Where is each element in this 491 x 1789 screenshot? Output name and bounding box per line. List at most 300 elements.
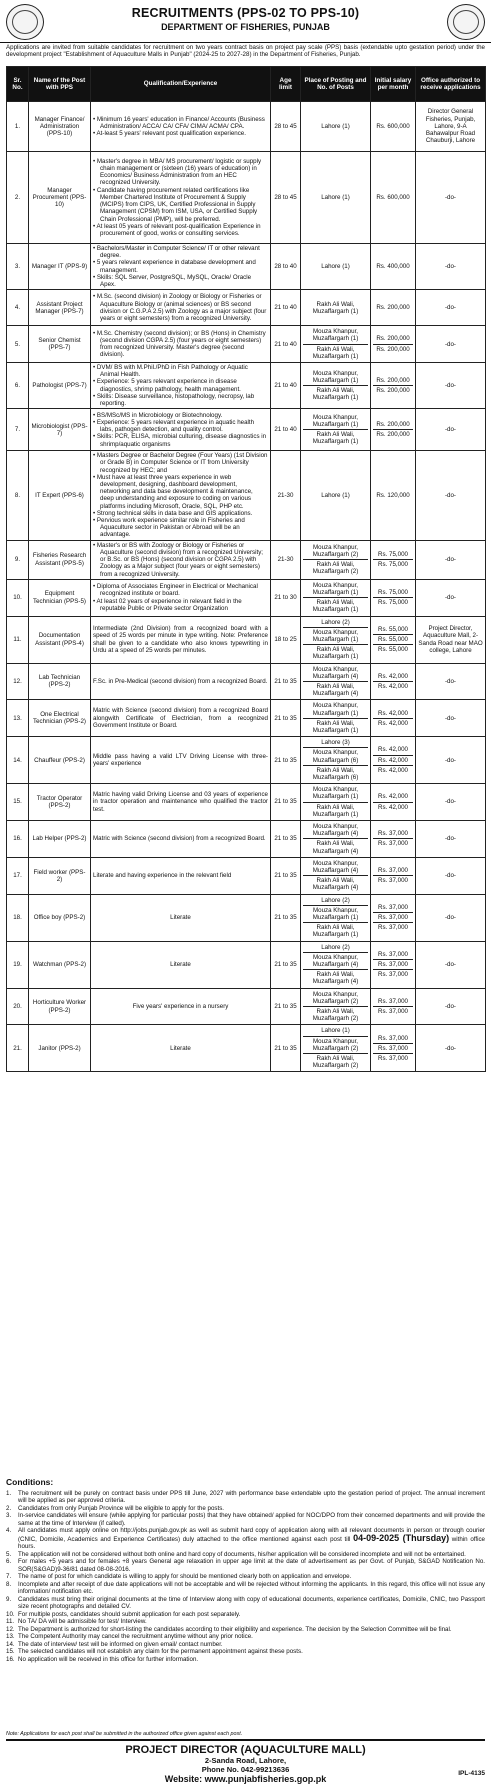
row-office: -do-: [416, 540, 486, 579]
salary-value: Rs. 55,000: [378, 646, 408, 654]
condition-text: The date of interview/ test will be informed on given email/ contact number.: [18, 1640, 223, 1648]
row-posting-place: [301, 700, 371, 737]
condition-text: No application will be received in this office for further information.: [18, 1655, 199, 1663]
row-age-limit: 21 to 35: [271, 988, 301, 1025]
table-row: [7, 616, 486, 663]
condition-item: [6, 1626, 485, 1634]
qualification-item: • Strong technical skills in data base and GIS applications.: [93, 510, 268, 517]
condition-text: For males +5 years and for females +8 years General age relaxation in upper age limit at the date of advertisement as per Govt. of Punjab, S&GAD Notification No. SOR(S&GAD)9-36/81 dated 08-08-2016.: [18, 1558, 485, 1573]
salary-value: Rs. 75,000: [378, 561, 408, 569]
posting-location: Rakh Ali Wali, Muzaffargarh (1): [312, 345, 359, 360]
posting-location: Mouza Khanpur, Muzaffargarh (4): [303, 822, 368, 839]
col-header-location: Place of Posting and No. of Posts: [301, 67, 371, 102]
salary-value: Rs. 37,000: [373, 997, 413, 1007]
condition-text: The Competent Authority may cancel the recruitment anytime without any prior notice.: [18, 1633, 253, 1640]
condition-text: All candidates must apply online on http://jobs.punjab.gov.pk as well as submit hard copy of application along with all relevant documents in person or through courier (CNIC, Domicile, Academics and Experience Certificates) duly attached to the office mentioned against each post till 04-09-2025 (Thursday) within office hours.: [18, 1527, 485, 1550]
qualification-item: • Pervious work experience similar role in Fisheries and Aquaculture sector in Pakistan or Abroad will be an advantage.: [93, 517, 268, 539]
posting-location: Lahore (1): [321, 491, 350, 499]
row-post-name: IT Expert (PPS-6): [29, 451, 91, 540]
salary-value: Rs. 37,000: [378, 971, 408, 979]
punjab-govt-logo-icon: [6, 4, 44, 40]
posting-location: Rakh Ali Wali, Muzaffargarh (1): [312, 599, 359, 614]
posting-location: Mouza Khanpur, Muzaffargarh (4): [303, 665, 368, 682]
posting-location: Mouza Khanpur, Muzaffargarh (1): [303, 413, 368, 430]
posting-location: Rakh Ali Wali, Muzaffargarh (1): [312, 300, 359, 315]
row-age-limit: 21 to 30: [271, 579, 301, 616]
condition-number: 1.: [6, 1489, 12, 1497]
row-office: -do-: [416, 409, 486, 451]
row-salary: [371, 290, 416, 326]
posting-location: Mouza Khanpur, Muzaffargarh (1): [303, 327, 368, 344]
row-qualification: [91, 409, 271, 451]
footer-website: Website: www.punjabfisheries.gop.pk: [164, 1774, 327, 1784]
row-qualification: [91, 700, 271, 737]
qualification-item: • Must have at least three years experience in web development, designing, dashboard development, networking and data base development & maintenance, deep understanding and exposure to coding on various platforms including Microsoft, Oracle, SQL, PHP etc.: [93, 474, 268, 510]
posting-location: Rakh Ali Wali, Muzaffargarh (1): [312, 924, 359, 939]
row-age-limit: 21 to 35: [271, 894, 301, 941]
footer-authority: PROJECT DIRECTOR (AQUACULTURE MALL): [125, 1744, 366, 1756]
row-sr-no: 17.: [7, 857, 29, 894]
salary-value: Rs. 600,000: [376, 122, 410, 130]
row-post-name: Janitor (PPS-2): [29, 1025, 91, 1072]
condition-number: 6.: [6, 1558, 12, 1565]
row-qualification: [91, 663, 271, 700]
row-salary: [371, 700, 416, 737]
salary-value: Rs. 37,000: [378, 840, 408, 848]
salary-value: Rs. 37,000: [373, 866, 413, 876]
row-age-limit: 21 to 40: [271, 290, 301, 326]
condition-text: In-service candidates will ensure (while applying for particular posts) that they have obtained/ applied for NOC/DPO from their concerned departments and will provide the same at the time of Interview (if called).: [18, 1512, 485, 1527]
row-sr-no: 13.: [7, 700, 29, 737]
table-row: [7, 290, 486, 326]
condition-item: [6, 1656, 485, 1664]
salary-value: Rs. 42,000: [378, 682, 408, 690]
posting-location: Mouza Khanpur, Muzaffargarh (1): [303, 369, 368, 386]
salary-value: Rs. 55,000: [373, 635, 413, 645]
row-age-limit: 21 to 40: [271, 363, 301, 409]
salary-value: Rs. 75,000: [373, 550, 413, 560]
row-office: -do-: [416, 1025, 486, 1072]
fisheries-dept-logo-icon: [447, 4, 485, 40]
condition-item: [6, 1573, 485, 1581]
posting-location: Rakh Ali Wali, Muzaffargarh (4): [312, 971, 359, 986]
salary-value: Rs. 37,000: [373, 903, 413, 913]
row-sr-no: 21.: [7, 1025, 29, 1072]
row-post-name: Watchman (PPS-2): [29, 941, 91, 988]
table-row: [7, 244, 486, 290]
condition-number: 13.: [6, 1633, 15, 1640]
row-post-name: Manager IT (PPS-9): [29, 244, 91, 290]
row-age-limit: 21 to 40: [271, 326, 301, 363]
condition-text: No TA/ DA will be admissible for test/ Interview.: [18, 1618, 147, 1625]
posting-location: Rakh Ali Wali, Muzaffargarh (4): [312, 877, 359, 892]
qualification-item: • Master's or BS with Zoology or Biology or Fisheries or Aquaculture (second division) from a recognized University; or B.Sc. or BS (Hons) (second division or CGPA 2.5) with Zoology as a Major subject (four years or eight semesters) from a recognized University.: [93, 542, 268, 578]
row-qualification: [91, 988, 271, 1025]
condition-number: 3.: [6, 1512, 12, 1519]
posting-location: Rakh Ali Wali, Muzaffargarh (1): [312, 431, 359, 446]
salary-value: Rs. 42,000: [373, 672, 413, 682]
row-posting-place: [301, 409, 371, 451]
row-posting-place: [301, 290, 371, 326]
deadline-suffix: within office hours.: [18, 1535, 485, 1550]
row-office: Project Director, Aquaculture Mall, 2-Sanda Road near MAO college, Lahore: [416, 616, 486, 663]
salary-value: Rs. 42,000: [373, 745, 413, 755]
posting-location: Rakh Ali Wali, Muzaffargarh (2): [312, 561, 359, 576]
row-salary: [371, 784, 416, 821]
row-age-limit: 21 to 35: [271, 700, 301, 737]
condition-item: [6, 1633, 485, 1641]
qualification-item: • Experience: 5 years relevant experience in aquatic health labs, pathogen detection, and quality control.: [93, 419, 268, 433]
row-qualification: [91, 820, 271, 857]
posting-location: Rakh Ali Wali, Muzaffargarh (1): [312, 719, 359, 734]
row-posting-place: [301, 102, 371, 152]
posting-location: Lahore (3): [303, 738, 368, 748]
row-qualification: [91, 152, 271, 244]
condition-text: Incomplete and after receipt of due date applications will not be acceptable and will be rejected without informing the applicants. In this regard, this office will not issue any information/ notification etc.: [18, 1580, 485, 1595]
conditions-title: Conditions:: [6, 1477, 54, 1487]
row-qualification: [91, 290, 271, 326]
row-salary: [371, 451, 416, 540]
row-post-name: Pathologist (PPS-7): [29, 363, 91, 409]
condition-number: 16.: [6, 1655, 15, 1663]
posting-location: Lahore (1): [321, 263, 350, 270]
row-age-limit: 21 to 35: [271, 820, 301, 857]
condition-text: The application will not be considered without both online and hard copy of documents, his/her application will be considered incomplete and will not be entertained.: [18, 1550, 466, 1558]
posting-location: Mouza Khanpur, Muzaffargarh (1): [303, 785, 368, 802]
row-salary: [371, 857, 416, 894]
row-posting-place: [301, 1025, 371, 1072]
salary-value: Rs. 42,000: [378, 766, 408, 774]
row-office: -do-: [416, 152, 486, 244]
row-posting-place: [301, 579, 371, 616]
row-qualification: [91, 1025, 271, 1072]
condition-item: [6, 1648, 485, 1656]
qualification-item: • BS/MSc/MS in Microbiology or Biotechnology.: [93, 412, 268, 419]
table-row: [7, 663, 486, 700]
row-age-limit: 21 to 35: [271, 737, 301, 784]
condition-item: [6, 1611, 485, 1619]
applications-note: Note: Applications for each post shall be submitted in the authorized office given against each post.: [6, 1731, 243, 1737]
row-office: -do-: [416, 326, 486, 363]
table-row: [7, 1025, 486, 1072]
row-posting-place: [301, 152, 371, 244]
qualification-item: Literate and having experience in the relevant field: [93, 872, 232, 880]
row-salary: [371, 326, 416, 363]
row-qualification: [91, 941, 271, 988]
condition-item: [6, 1527, 485, 1551]
table-row: [7, 326, 486, 363]
qualification-item: • Bachelors/Master in Computer Science/ IT or other relevant degree.: [93, 245, 268, 259]
posting-location: Mouza Khanpur, Muzaffargarh (1): [303, 628, 368, 645]
row-salary: [371, 363, 416, 409]
condition-number: 14.: [6, 1640, 15, 1648]
row-office: -do-: [416, 451, 486, 540]
row-post-name: Assistant Project Manager (PPS-7): [29, 290, 91, 326]
posting-location: Mouza Khanpur, Muzaffargarh (2): [303, 990, 368, 1007]
row-salary: [371, 820, 416, 857]
row-office: -do-: [416, 894, 486, 941]
footer-address: 2-Sanda Road, Lahore,: [204, 1756, 287, 1765]
table-row: [7, 988, 486, 1025]
row-sr-no: 6.: [7, 363, 29, 409]
salary-value: Rs. 200,000: [373, 376, 413, 386]
row-age-limit: 21-30: [271, 540, 301, 579]
row-post-name: Lab Technician (PPS-2): [29, 663, 91, 700]
row-office: -do-: [416, 737, 486, 784]
row-salary: [371, 102, 416, 152]
row-age-limit: 18 to 25: [271, 616, 301, 663]
row-salary: [371, 894, 416, 941]
row-sr-no: 5.: [7, 326, 29, 363]
row-office: -do-: [416, 941, 486, 988]
row-post-name: Field worker (PPS-2): [29, 857, 91, 894]
posting-location: Rakh Ali Wali, Muzaffargarh (2): [312, 1008, 359, 1023]
posting-location: Lahore (2): [303, 618, 368, 628]
row-post-name: Manager Finance/ Administration (PPS-10): [29, 102, 91, 152]
row-sr-no: 8.: [7, 451, 29, 540]
salary-value: Rs. 75,000: [373, 588, 413, 598]
row-salary: [371, 988, 416, 1025]
salary-value: Rs. 37,000: [373, 950, 413, 960]
condition-text: The name of post for which candidate is willing to apply for should be mentioned clearly both on application and envelope.: [18, 1573, 352, 1580]
condition-number: 15.: [6, 1648, 15, 1655]
row-posting-place: [301, 857, 371, 894]
row-age-limit: 28 to 45: [271, 102, 301, 152]
qualification-item: Literate: [170, 914, 191, 922]
qualification-item: Intermediate (2nd Division) from a recognized board with a speed of 25 words per minute in type writing. Note: Preference shall be given to a candidate who also knows typewriting in Urdu at a speed of 25 words per minutes.: [93, 625, 268, 654]
condition-number: 8.: [6, 1580, 12, 1588]
salary-value: Rs. 120,000: [376, 491, 410, 499]
condition-text: Candidates from only Punjab Province will be eligible to apply for the posts.: [18, 1504, 225, 1512]
qualification-item: • Skills: Disease surveillance, histopathology, necropsy, lab reporting.: [93, 393, 268, 407]
condition-number: 2.: [6, 1504, 12, 1512]
posting-location: Lahore (2): [303, 943, 368, 953]
row-qualification: [91, 737, 271, 784]
row-posting-place: [301, 663, 371, 700]
row-sr-no: 19.: [7, 941, 29, 988]
posting-location: Rakh Ali Wali, Muzaffargarh (1): [312, 387, 359, 402]
row-office: -do-: [416, 820, 486, 857]
row-qualification: [91, 451, 271, 540]
qualification-item: • M.Sc. Chemistry (second division); or BS (Hons) in Chemistry (second division CGPA 2.5) (four years or eight semesters) from recognized University. Master's degree (second division).: [93, 330, 268, 359]
posting-location: Lahore (1): [321, 122, 350, 130]
table-row: [7, 451, 486, 540]
row-salary: [371, 540, 416, 579]
row-age-limit: 21 to 35: [271, 941, 301, 988]
row-qualification: [91, 894, 271, 941]
row-sr-no: 4.: [7, 290, 29, 326]
condition-item: [6, 1512, 485, 1527]
row-posting-place: [301, 820, 371, 857]
row-qualification: [91, 244, 271, 290]
row-posting-place: [301, 941, 371, 988]
table-row: [7, 579, 486, 616]
qualification-item: • Minimum 16 years' education in Finance/ Accounts (Business Administration/ ACCA/ CA/ CFA/ CIMA/ ACMA/ CPA.: [93, 116, 268, 130]
condition-number: 9.: [6, 1595, 12, 1603]
row-salary: [371, 244, 416, 290]
row-sr-no: 10.: [7, 579, 29, 616]
qualification-item: • Candidate having procurement related certifications like Member Chartered Institute of Procurement & Supply (MCIPS) from CIPS, UK, Certified Professional in Supply Management (CPSM) from ISM, USA, or Certified Supply Chain Professional (PMP), will be preferred.: [93, 187, 268, 223]
qualification-item: Matric with Science (second division) from a recognized Board alongwith Certificate of Electrician, from a recognized Government Institute or Board.: [93, 707, 268, 729]
salary-value: Rs. 200,000: [376, 431, 410, 439]
col-header-age: Age limit: [271, 67, 301, 102]
row-qualification: [91, 784, 271, 821]
salary-value: Rs. 55,000: [373, 625, 413, 635]
row-sr-no: 14.: [7, 737, 29, 784]
row-post-name: Lab Helper (PPS-2): [29, 820, 91, 857]
row-office: Director General Fisheries, Punjab, Lahore, 9-A Bahawalpur Road Chauburji, Lahore: [416, 102, 486, 152]
posting-location: Rakh Ali Wali, Muzaffargarh (4): [312, 682, 359, 698]
conditions-section: [6, 1479, 485, 1663]
condition-number: 12.: [6, 1625, 15, 1633]
row-post-name: Office boy (PPS-2): [29, 894, 91, 941]
row-post-name: Manager Procurement (PPS-10): [29, 152, 91, 244]
row-post-name: Equipment Technician (PPS-5): [29, 579, 91, 616]
row-office: -do-: [416, 784, 486, 821]
salary-value: Rs. 200,000: [373, 420, 413, 430]
condition-item: [6, 1505, 485, 1513]
qualification-item: Matric with Science (second division) from a recognized Board.: [93, 835, 266, 843]
salary-value: Rs. 37,000: [373, 913, 413, 923]
row-office: -do-: [416, 363, 486, 409]
row-office: -do-: [416, 290, 486, 326]
condition-text: The Department is authorized for short-listing the candidates according to their eligibility and experience. The decision by the Selection Committee will be final.: [18, 1625, 452, 1633]
row-sr-no: 11.: [7, 616, 29, 663]
salary-value: Rs. 200,000: [376, 304, 410, 312]
posting-location: Mouza Khanpur, Muzaffargarh (1): [303, 701, 368, 718]
condition-item: [6, 1490, 485, 1505]
condition-item: [6, 1641, 485, 1649]
row-office: -do-: [416, 579, 486, 616]
condition-text: The recruitment will be purely on contract basis under PPS till June, 2027 with performance base extendable upto the gestation period of project. The annual increment will be applied as per approved criteria.: [18, 1489, 485, 1504]
row-age-limit: 21 to 35: [271, 663, 301, 700]
row-age-limit: 21 to 35: [271, 1025, 301, 1072]
row-sr-no: 2.: [7, 152, 29, 244]
row-qualification: [91, 102, 271, 152]
table-row: [7, 820, 486, 857]
qualification-item: Middle pass having a valid LTV Driving License with three-years' experience: [93, 752, 268, 768]
row-post-name: Tractor Operator (PPS-2): [29, 784, 91, 821]
condition-item: [6, 1558, 485, 1573]
posting-location: Mouza Khanpur, Muzaffargarh (6): [303, 748, 368, 765]
qualification-item: • Masters Degree or Bachelor Degree (Four Years) (1st Division or Grade B) in Computer Science or IT from University recognized by HEC; and: [93, 452, 268, 474]
salary-value: Rs. 400,000: [376, 263, 410, 270]
qualification-item: • Skills: SQL Server, PostgreSQL, MySQL, Oracle/ Oracle Apex.: [93, 274, 268, 288]
row-posting-place: [301, 894, 371, 941]
row-salary: [371, 409, 416, 451]
row-sr-no: 16.: [7, 820, 29, 857]
row-age-limit: 28 to 45: [271, 152, 301, 244]
condition-item: [6, 1551, 485, 1559]
row-age-limit: 21 to 35: [271, 784, 301, 821]
row-salary: [371, 663, 416, 700]
col-header-office: Office authorized to receive applications: [416, 67, 486, 102]
deadline-date: 04-09-2025 (Thursday): [353, 1532, 450, 1543]
row-office: -do-: [416, 700, 486, 737]
row-qualification: [91, 616, 271, 663]
row-post-name: Microbiologist (PPS-7): [29, 409, 91, 451]
row-post-name: Documentation Assistant (PPS-4): [29, 616, 91, 663]
salary-value: Rs. 37,000: [378, 1008, 408, 1016]
condition-number: 4.: [6, 1527, 12, 1534]
row-posting-place: [301, 451, 371, 540]
salary-value: Rs. 37,000: [378, 877, 408, 885]
row-salary: [371, 579, 416, 616]
salary-value: Rs. 42,000: [378, 803, 408, 811]
row-sr-no: 9.: [7, 540, 29, 579]
posting-location: Mouza Khanpur, Muzaffargarh (2): [303, 543, 368, 560]
qualification-item: • M.Sc. (second division) in Zoology or Biology or Fisheries or Aquaculture Biology or (animal sciences) or BS second division or C.G.P.A 2.5) with Zoology as a major subject (four years or eight semesters) from a recognized University.: [93, 293, 268, 322]
condition-number: 7.: [6, 1573, 12, 1580]
row-post-name: One Electrical Technician (PPS-2): [29, 700, 91, 737]
table-row: [7, 784, 486, 821]
posting-location: Rakh Ali Wali, Muzaffargarh (1): [312, 646, 359, 661]
qualification-item: F.Sc. in Pre-Medical (second division) from a recognized Board.: [93, 677, 268, 685]
row-office: -do-: [416, 663, 486, 700]
qualification-item: • DVM/ BS with M.Phil./PhD in Fish Pathology or Aquatic Animal Health.: [93, 364, 268, 378]
qualification-item: • Experience: 5 years relevant experience in disease diagnostics, shrimp pathology, health management.: [93, 378, 268, 392]
salary-value: Rs. 42,000: [378, 719, 408, 727]
table-row: [7, 857, 486, 894]
col-header-post: Name of the Post with PPS: [29, 67, 91, 102]
row-posting-place: [301, 737, 371, 784]
condition-item: [6, 1581, 485, 1596]
col-header-sr: Sr. No.: [7, 67, 29, 102]
row-office: -do-: [416, 244, 486, 290]
salary-value: Rs. 37,000: [378, 1055, 408, 1063]
qualification-item: Literate: [170, 961, 191, 969]
row-sr-no: 12.: [7, 663, 29, 700]
table-row: [7, 363, 486, 409]
condition-text: For multiple posts, candidates should submit application for each post separately.: [18, 1610, 241, 1618]
posting-location: Rakh Ali Wali, Muzaffargarh (4): [312, 840, 359, 855]
row-salary: [371, 152, 416, 244]
row-posting-place: [301, 326, 371, 363]
qualification-item: Five years' experience in a nursery: [132, 1002, 229, 1010]
posting-location: Rakh Ali Wali, Muzaffargarh (2): [312, 1055, 359, 1070]
row-sr-no: 18.: [7, 894, 29, 941]
qualification-item: • Diploma of Associates Engineer in Electrical or Mechanical recognized institute or board.: [93, 583, 268, 597]
condition-text: The selected candidates will not establish any claim for the permanent appointment against these posts.: [18, 1648, 303, 1655]
salary-value: Rs. 37,000: [373, 829, 413, 839]
salary-value: Rs. 200,000: [376, 345, 410, 353]
row-salary: [371, 1025, 416, 1072]
row-salary: [371, 941, 416, 988]
posting-location: Rakh Ali Wali, Muzaffargarh (6): [312, 766, 359, 781]
posting-location: Mouza Khanpur, Muzaffargarh (2): [303, 1037, 368, 1054]
recruitment-table: [6, 66, 486, 1072]
qualification-item: • Master's degree in MBA/ MS procurement/ logistic or supply chain management or (sixteen (16) years of education) in Economics/ Business Administration from an HEC recognized University.: [93, 158, 268, 187]
header: [0, 0, 491, 43]
row-age-limit: 28 to 40: [271, 244, 301, 290]
row-age-limit: 21 to 40: [271, 409, 301, 451]
salary-value: Rs. 37,000: [373, 1034, 413, 1044]
row-posting-place: [301, 244, 371, 290]
row-qualification: [91, 326, 271, 363]
table-header-row: [7, 67, 486, 102]
row-qualification: [91, 363, 271, 409]
row-sr-no: 15.: [7, 784, 29, 821]
qualification-item: • At-least 5 years' relevant post qualification experience.: [93, 130, 268, 137]
salary-value: Rs. 200,000: [373, 334, 413, 344]
table-row: [7, 102, 486, 152]
row-sr-no: 1.: [7, 102, 29, 152]
row-qualification: [91, 540, 271, 579]
ipl-code: IPL-4135: [458, 1770, 485, 1777]
table-row: [7, 737, 486, 784]
row-qualification: [91, 579, 271, 616]
condition-item: [6, 1618, 485, 1626]
